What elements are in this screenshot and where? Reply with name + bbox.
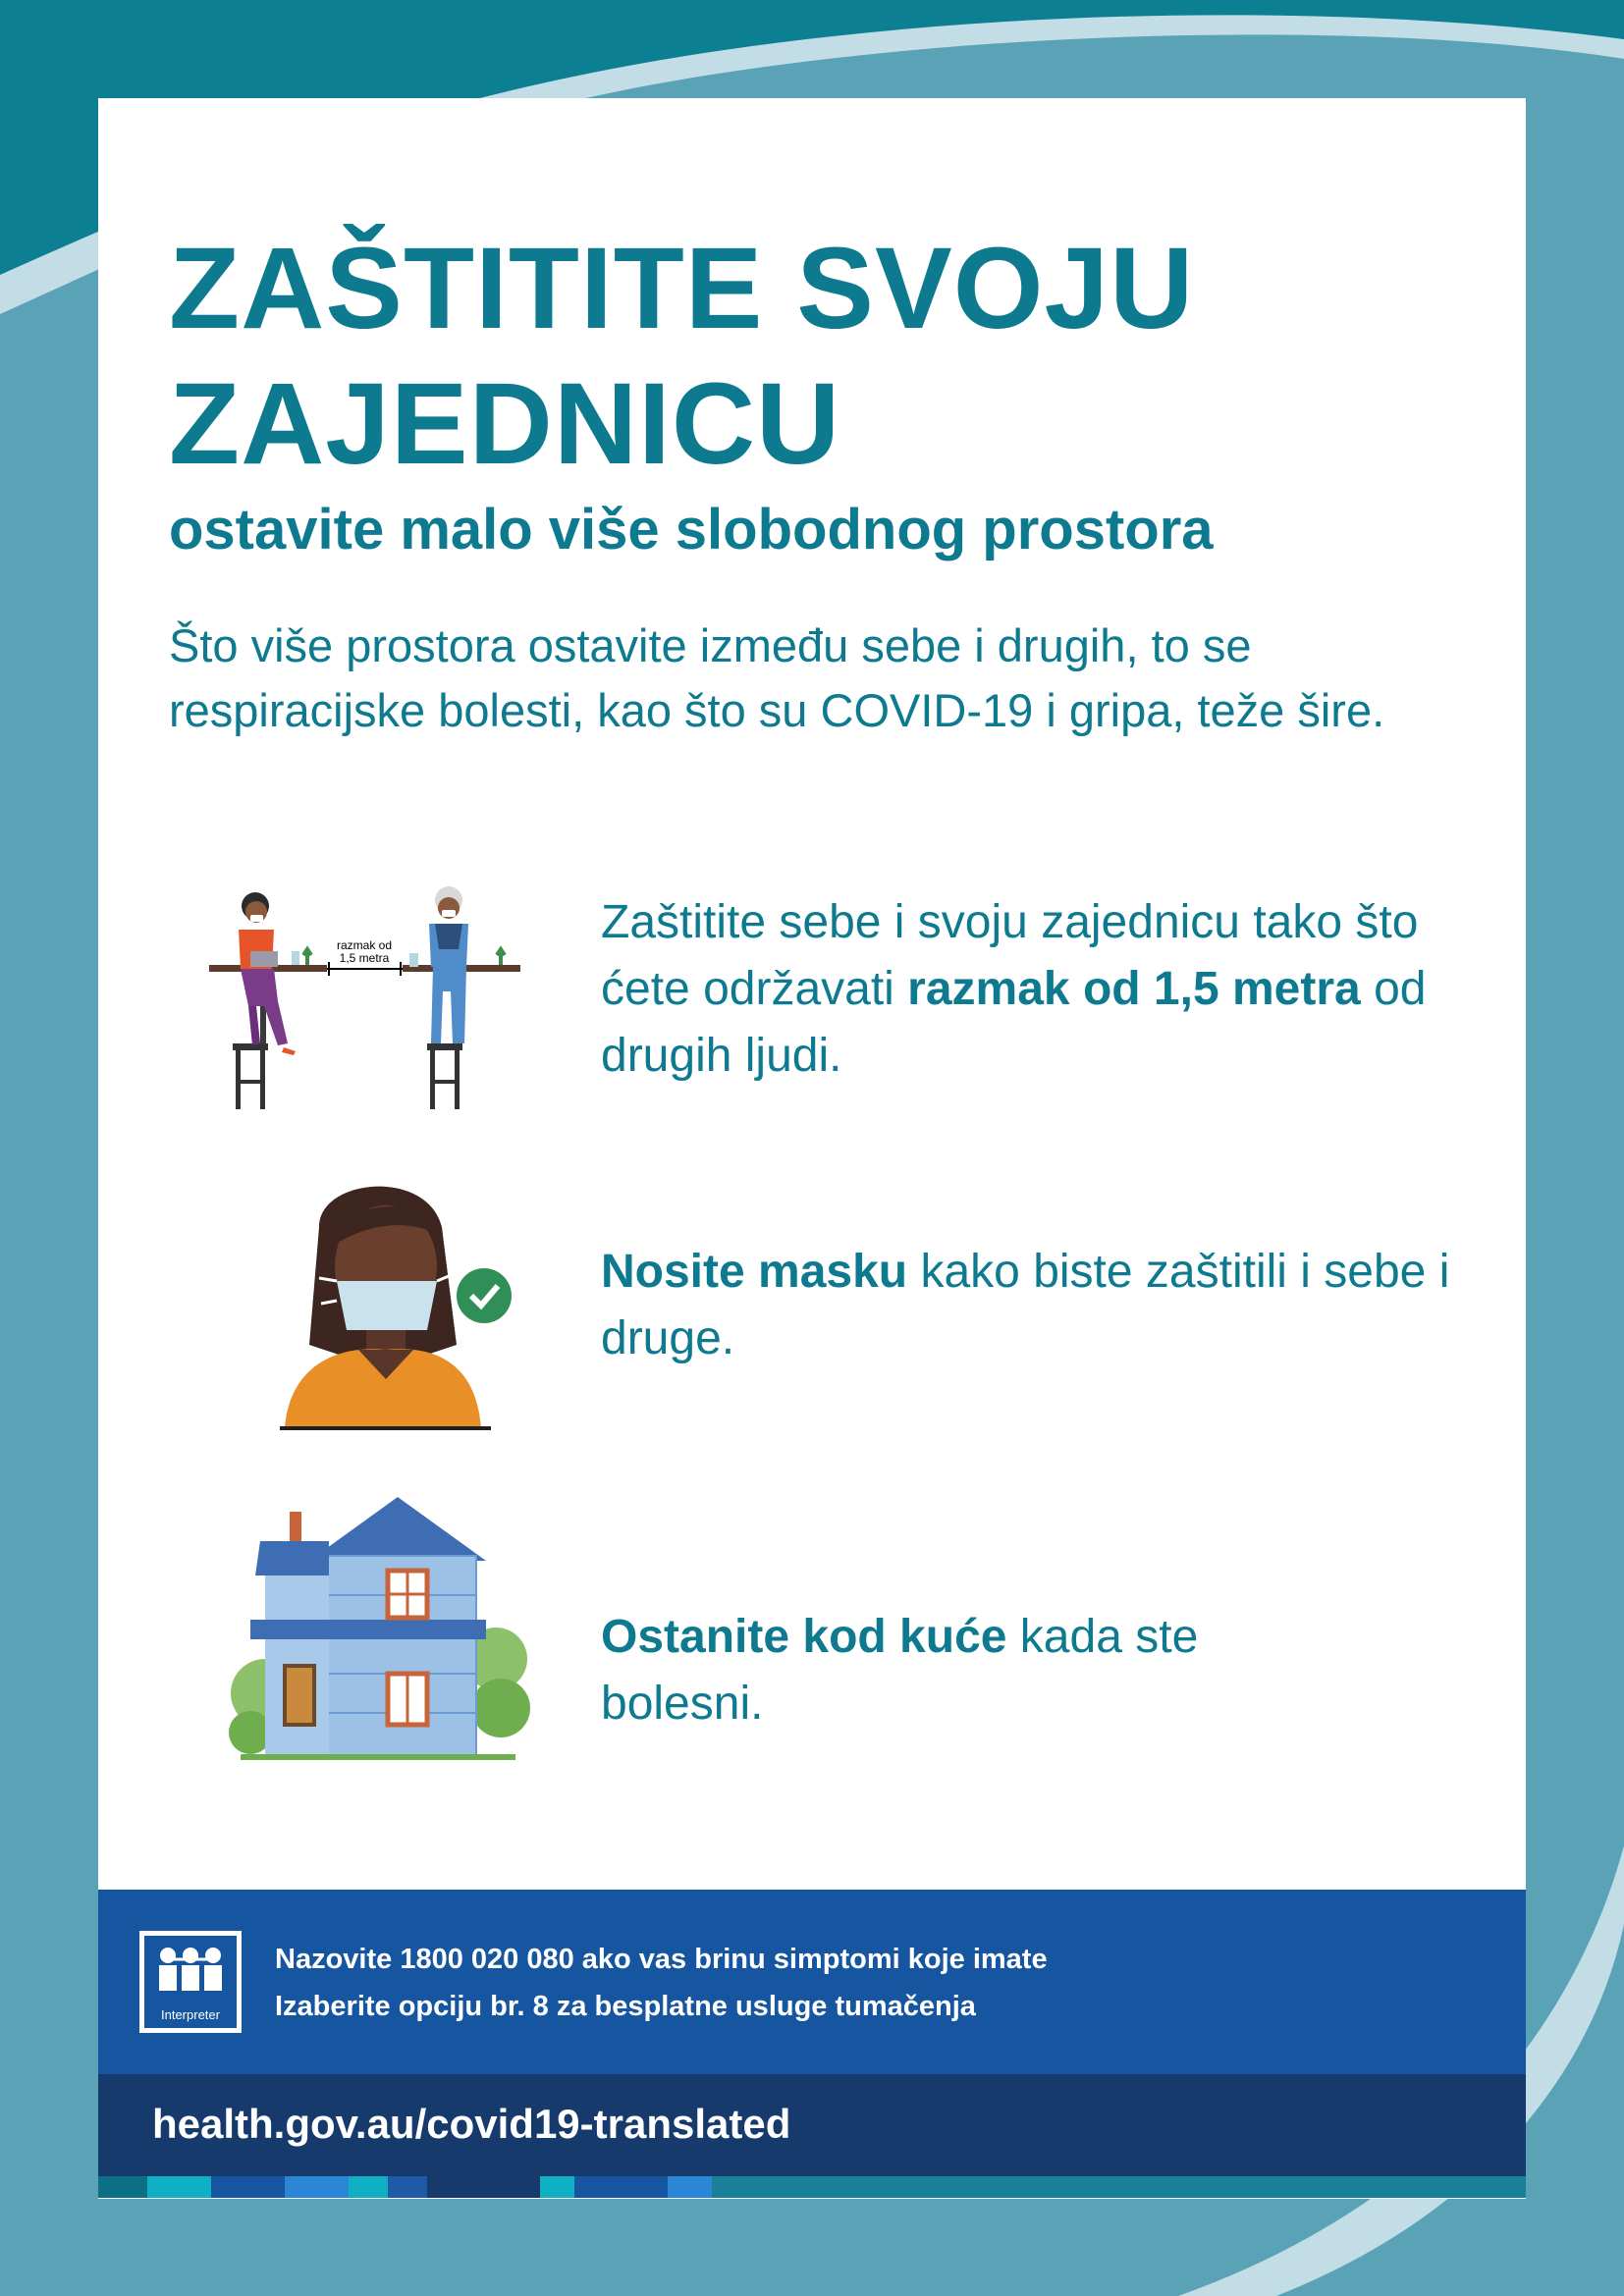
house-illustration xyxy=(221,1497,530,1762)
intro-paragraph: Što više prostora ostavite između sebe i drugih, to se respiracijske bolesti, kao što su COVID-19 i gripa, teže šire. xyxy=(169,619,1385,736)
tip-home-text: Ostanite kod kuće kada ste bolesni. xyxy=(601,1611,1199,1730)
footer-phone-line: Nazovite 1800 020 080 ako vas brinu simptomi koje imate xyxy=(275,1944,1048,1975)
mask-woman-illustration xyxy=(280,1168,520,1433)
tip-mask-text: Nosite masku kako biste zaštitili i sebe i druge. xyxy=(601,1246,1450,1364)
website-link[interactable]: health.gov.au/covid19-translated xyxy=(152,2101,791,2147)
page-title xyxy=(169,221,1194,492)
interpreter-label: Interpreter xyxy=(161,2007,220,2022)
footer-info-bar xyxy=(98,1890,1526,2074)
distance-label-2: 1,5 metra xyxy=(339,951,390,965)
interpreter-icon xyxy=(144,1940,237,1999)
title-line-2: ZAJEDNICU xyxy=(169,359,841,489)
footer-color-stripe xyxy=(98,2176,1526,2198)
title-line-1: ZAŠTITITE SVOJU xyxy=(169,224,1195,353)
footer-interpreter-line: Izaberite opciju br. 8 za besplatne usluge tumačenja xyxy=(275,1991,976,2022)
distance-label-1: razmak od xyxy=(336,938,393,952)
interpreter-logo xyxy=(139,1931,242,2033)
subtitle: ostavite malo više slobodnog prostora xyxy=(169,498,1214,561)
distancing-illustration xyxy=(201,879,525,1114)
tip-distancing-text: Zaštitite sebe i svoju zajednicu tako što ćete održavati razmak od 1,5 metra od drugih ljudi. xyxy=(601,896,1427,1082)
